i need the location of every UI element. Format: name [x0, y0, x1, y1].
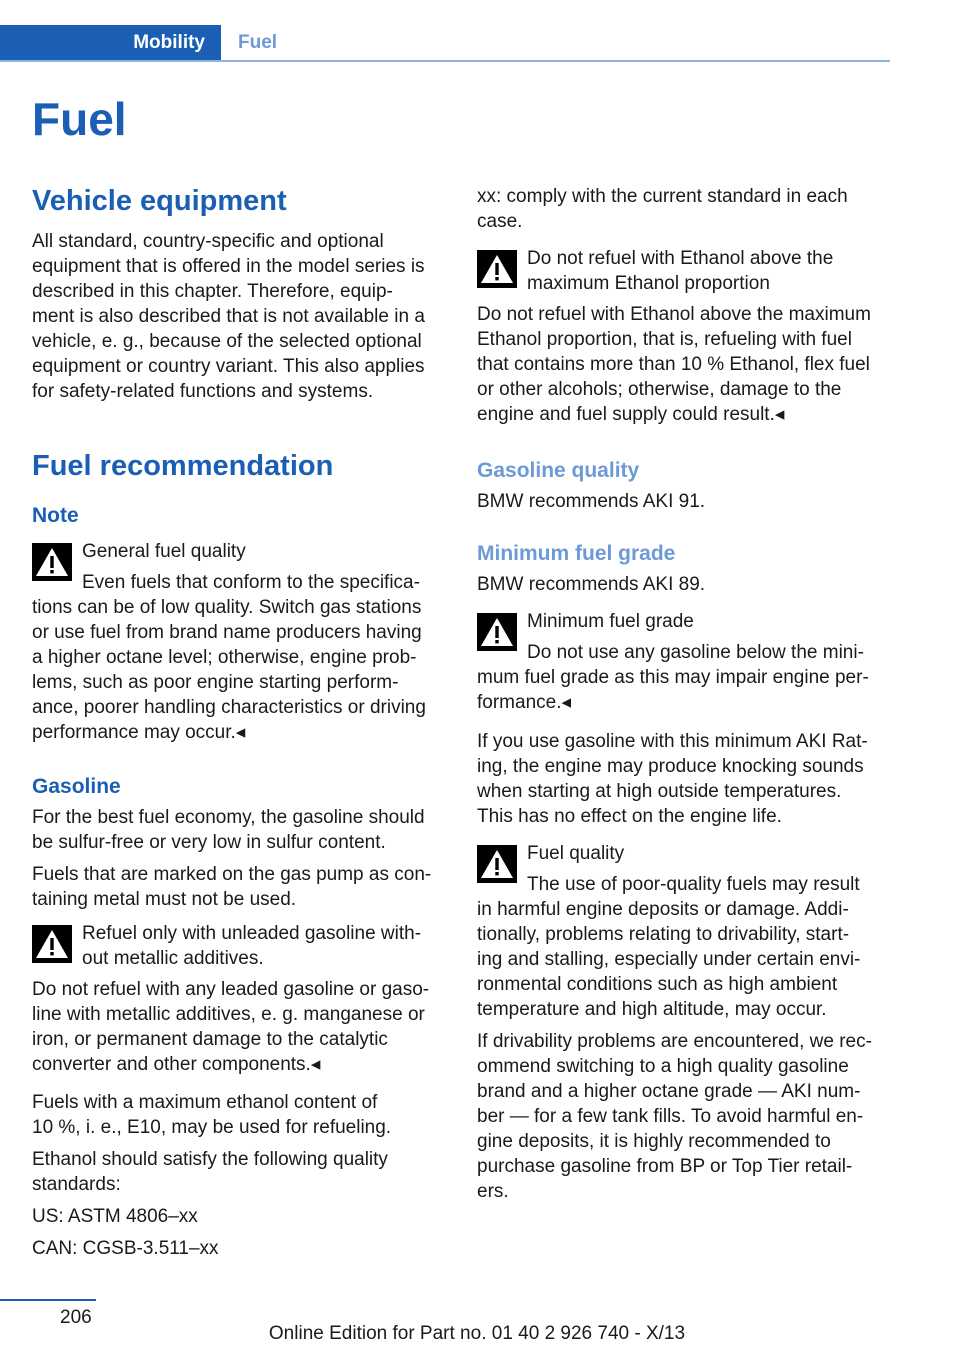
text-line: If you use gasoline with this minimum AKI Rat-: [477, 731, 868, 752]
text-line: All standard, country-specific and optional: [32, 231, 384, 252]
warning-triangle-icon: [477, 613, 517, 651]
text-line: Do not refuel with any leaded gasoline or gaso-: [32, 979, 430, 1000]
warning-triangle-icon: [32, 543, 72, 581]
text-line: case.: [477, 211, 523, 232]
text-line: Fuels that are marked on the gas pump as con-: [32, 864, 432, 885]
aki-paragraph: [477, 729, 891, 829]
warning-title: Fuel quality: [527, 843, 625, 864]
page-number: 206: [60, 1307, 92, 1328]
standard-can: CAN: CGSB-3.511–xx: [32, 1238, 219, 1259]
heading-gasoline-quality: Gasoline quality: [477, 459, 640, 482]
header-section-tab[interactable]: [0, 25, 221, 60]
heading-fuel-recommendation: Fuel recommendation: [32, 450, 334, 482]
header-divider: [0, 60, 890, 62]
text-line: ommend switching to a high quality gasoline: [477, 1056, 849, 1077]
warning-body: [32, 977, 446, 1077]
text-line: gine deposits, it is highly recommended to: [477, 1131, 831, 1152]
text-line: described in this chapter. Therefore, equip-: [32, 281, 393, 302]
text-line: that contains more than 10 % Ethanol, flex fuel: [477, 354, 870, 375]
text-line: equipment or country variant. This also applies: [32, 356, 425, 377]
text-line: ment is also described that is not available in a: [32, 306, 425, 327]
text-line: ance, poorer handling characteristics or driving: [32, 697, 426, 718]
text-line: If drivability problems are encountered, we rec-: [477, 1031, 872, 1052]
text-line: out metallic additives.: [82, 948, 264, 969]
warning-ethanol: [477, 246, 891, 427]
text-line: a higher octane level; otherwise, engine prob-: [32, 647, 417, 668]
warning-general-fuel-quality: [32, 539, 446, 745]
text-line: The use of poor-quality fuels may result: [527, 874, 860, 895]
text-line: ing, the engine may produce knocking sounds: [477, 756, 864, 777]
text-line: ers.: [477, 1181, 509, 1202]
text-line: equipment that is offered in the model series is: [32, 256, 425, 277]
text-line: xx: comply with the current standard in each: [477, 186, 848, 207]
heading-note: Note: [32, 504, 79, 527]
text-line: formance.◂: [477, 692, 572, 713]
text-line: Even fuels that conform to the specifica-: [82, 572, 420, 593]
warning-body: [32, 570, 446, 745]
text-line: For the best fuel economy, the gasoline should: [32, 807, 425, 828]
gasoline-quality-paragraph: BMW recommends AKI 91.: [477, 491, 706, 512]
vehicle-equipment-paragraph: [32, 229, 446, 404]
text-line: 10 %, i. e., E10, may be used for refueling.: [32, 1117, 392, 1138]
left-column: [32, 182, 446, 1261]
ethanol-paragraph-1: [32, 1090, 446, 1140]
text-line: ing and stalling, especially under certain envi-: [477, 949, 861, 970]
warning-triangle-icon: [477, 250, 517, 288]
gasoline-paragraph-2: [32, 862, 446, 912]
header-subsection-label: Fuel: [238, 32, 278, 53]
text-line: Do not use any gasoline below the mini-: [527, 642, 864, 663]
heading-minimum-fuel-grade: Minimum fuel grade: [477, 542, 676, 565]
text-line: ronmental conditions such as high ambient: [477, 974, 838, 995]
text-line: tions can be of low quality. Switch gas stations: [32, 597, 422, 618]
text-line: mum fuel grade as this may impair engine per-: [477, 667, 869, 688]
text-line: Do not refuel with Ethanol above the maximum: [477, 304, 871, 325]
text-line: when starting at high outside temperatures.: [477, 781, 842, 802]
text-line: for safety-related functions and systems.: [32, 381, 374, 402]
text-line: lems, such as poor engine starting perform-: [32, 672, 399, 693]
ethanol-paragraph-2: [32, 1147, 446, 1197]
text-line: Refuel only with unleaded gasoline with-: [82, 923, 422, 944]
warning-body: [477, 872, 891, 1022]
warning-triangle-icon: [32, 925, 72, 963]
text-line: or use fuel from brand name producers having: [32, 622, 422, 643]
text-line: be sulfur-free or very low in sulfur content.: [32, 832, 386, 853]
minimum-fuel-grade-paragraph: BMW recommends AKI 89.: [477, 574, 706, 595]
text-line: Ethanol proportion, that is, refueling with fuel: [477, 329, 852, 350]
header-subsection-tab[interactable]: [238, 25, 277, 60]
header-bar: [0, 25, 890, 62]
text-line: vehicle, e. g., because of the selected optional: [32, 331, 422, 352]
text-line: ber — for a few tank fills. To avoid harmful en-: [477, 1106, 864, 1127]
warning-title: General fuel quality: [82, 541, 246, 562]
text-line: maximum Ethanol proportion: [527, 273, 770, 294]
warning-triangle-icon: [477, 845, 517, 883]
text-line: performance may occur.◂: [32, 722, 246, 743]
text-line: or other alcohols; otherwise, damage to the: [477, 379, 842, 400]
header-section-label: Mobility: [133, 31, 205, 53]
warning-title: [477, 246, 891, 296]
footer-accent-line: [0, 1299, 96, 1301]
right-column: [477, 184, 891, 1204]
warning-unleaded: [32, 921, 446, 1077]
gasoline-paragraph-1: [32, 805, 446, 855]
text-line: temperature and high altitude, may occur.: [477, 999, 827, 1020]
text-line: standards:: [32, 1174, 121, 1195]
text-line: converter and other components.◂: [32, 1054, 321, 1075]
text-line: in harmful engine deposits or damage. Addi-: [477, 899, 849, 920]
footer-edition: Online Edition for Part no. 01 40 2 926 740 - X/13: [268, 1323, 686, 1344]
standard-us: US: ASTM 4806–xx: [32, 1206, 198, 1227]
xx-paragraph: [477, 184, 891, 234]
text-line: line with metallic additives, e. g. manganese or: [32, 1004, 425, 1025]
text-line: engine and fuel supply could result.◂: [477, 404, 785, 425]
heading-vehicle-equipment: Vehicle equipment: [32, 185, 287, 217]
warning-minimum-fuel-grade: [477, 609, 891, 715]
drivability-paragraph: [477, 1029, 891, 1204]
warning-body: [477, 302, 891, 427]
page-title: Fuel: [32, 93, 127, 145]
warning-title: [32, 921, 446, 971]
text-line: iron, or permanent damage to the catalytic: [32, 1029, 388, 1050]
text-line: tionally, problems relating to drivability, start-: [477, 924, 850, 945]
text-line: taining metal must not be used.: [32, 889, 297, 910]
text-line: brand and a higher octane grade — AKI num-: [477, 1081, 861, 1102]
text-line: This has no effect on the engine life.: [477, 806, 782, 827]
heading-gasoline: Gasoline: [32, 775, 121, 798]
text-line: purchase gasoline from BP or Top Tier retail-: [477, 1156, 853, 1177]
text-line: Ethanol should satisfy the following quality: [32, 1149, 388, 1170]
warning-fuel-quality: [477, 841, 891, 1022]
warning-body: [477, 640, 891, 715]
warning-title: Minimum fuel grade: [527, 611, 694, 632]
text-line: Fuels with a maximum ethanol content of: [32, 1092, 378, 1113]
text-line: Do not refuel with Ethanol above the: [527, 248, 834, 269]
